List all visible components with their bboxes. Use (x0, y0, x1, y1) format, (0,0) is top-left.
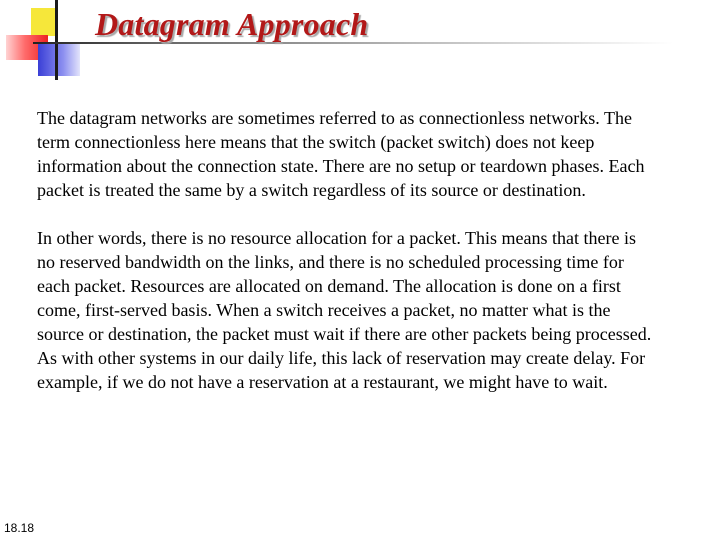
paragraph-resource-allocation: In other words, there is no resource allocation for a packet. This means that there is no reserved bandwidth on the links, and there is no scheduled processing time for each packet. Resources are allocated on demand. The allocation is done on a first come, first-served basis. When a switch receives a packet, no matter what is the source or destination, the packet must wait if there are other packets being processed. As with other systems in our daily life, this lack of reservation may create delay. For example, if we do not have a reservation at a restaurant, we might have to wait. (37, 228, 652, 392)
paragraph-connectionless: The datagram networks are sometimes referred to as connectionless networks. The term connectionless here means that the switch (packet switch) does not keep information about the connection state. There are no setup or teardown phases. Each packet is treated the same by a switch regardless of its source or destination. (37, 108, 645, 200)
slide-title: Datagram Approach (95, 6, 369, 42)
logo-yellow-block (31, 8, 57, 36)
logo-blue-block (38, 44, 80, 76)
slide-logo-decoration (0, 0, 100, 90)
slide-body (37, 106, 657, 418)
logo-vertical-line (55, 0, 58, 80)
slide-number: 18.18 (4, 521, 35, 535)
